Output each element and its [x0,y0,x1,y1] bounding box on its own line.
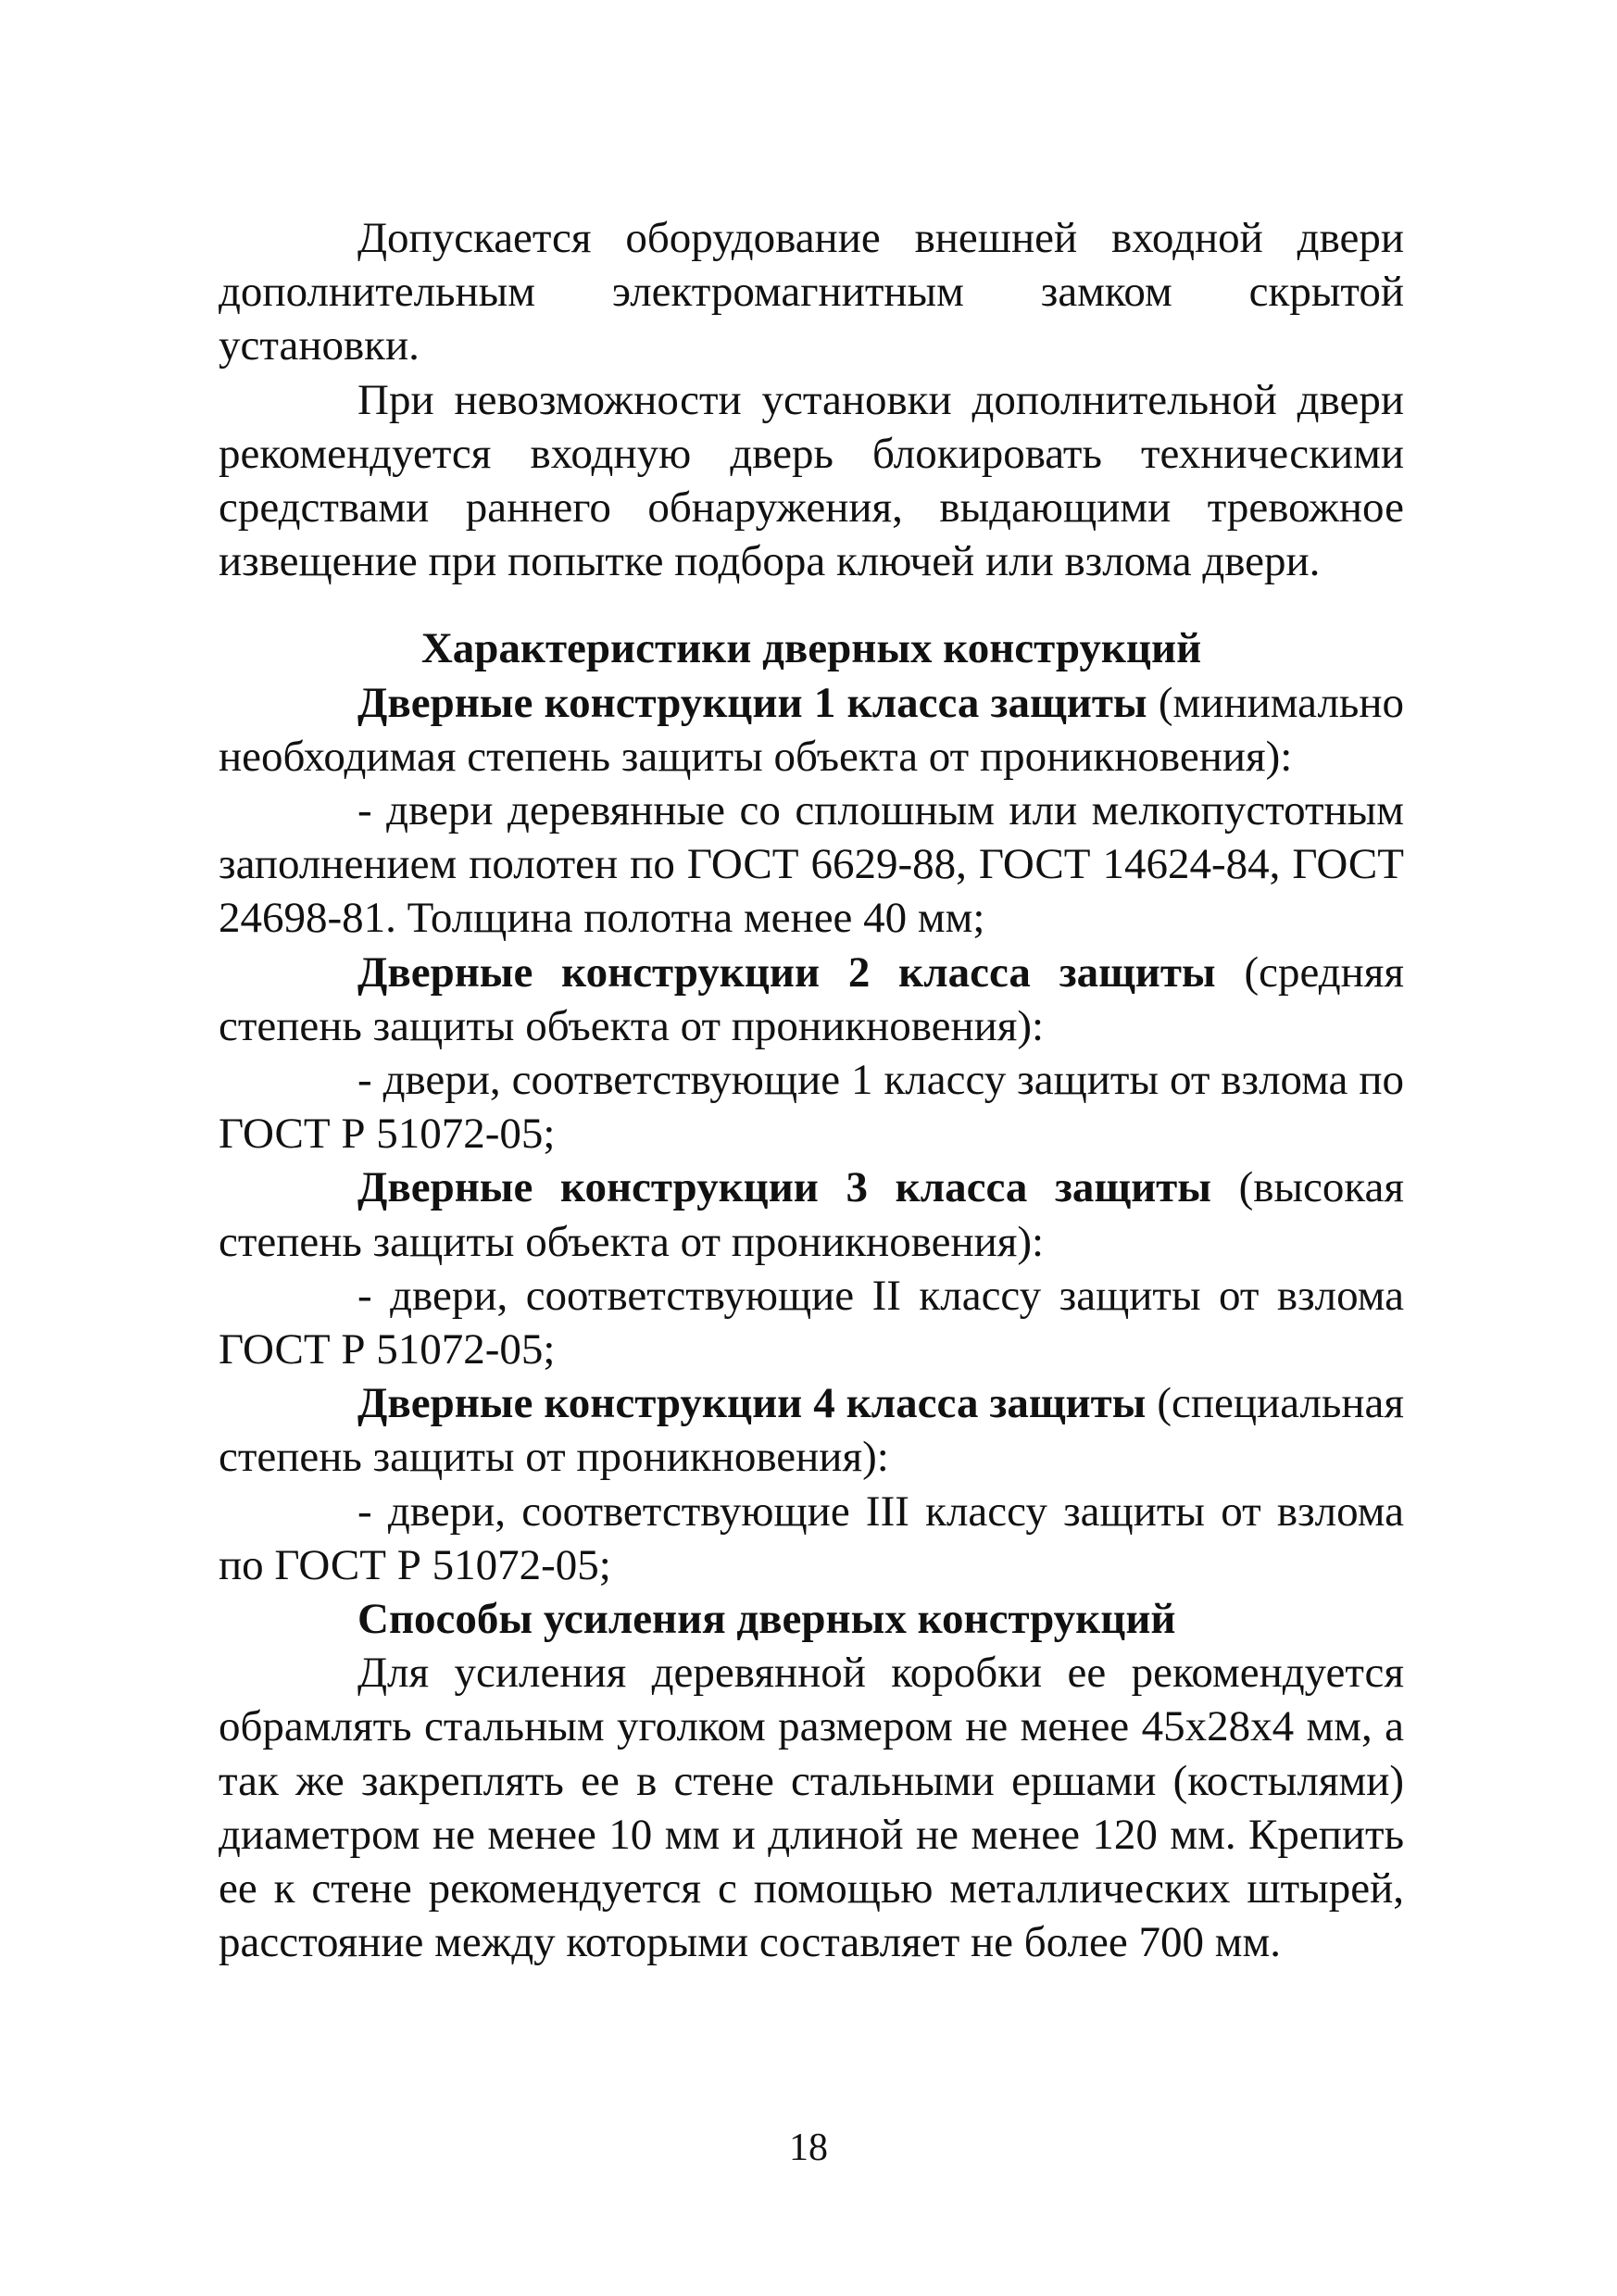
class3-item: - двери, соответствующие II классу защиты от взлома ГОСТ Р 51072-05; [219,1271,1404,1374]
class1-item: - двери деревянные со сплошным или мелкопустотным заполнением полотен по ГОСТ 6629-88, ГОСТ 14624-84, ГОСТ 24698-81. Толщина полотна менее 40 мм; [219,786,1404,943]
class1-label: Дверные конструкции 1 класса защиты [357,678,1147,727]
class2-paragraph [219,946,1404,1053]
class3-paragraph [219,1161,1404,1268]
class3-label: Дверные конструкции 3 класса защиты [357,1163,1211,1212]
class1-description: (минимально необходимая степень защиты объекта от проникновения): [219,678,1404,781]
paragraph-electromagnetic-lock: Допускается оборудование внешней входной двери дополнительным электромагнитным замком скрытой установки. [219,214,1404,370]
class4-item: - двери, соответствующие III классу защиты от взлома по ГОСТ Р 51072-05; [219,1487,1404,1589]
heading-door-characteristics: Характеристики дверных конструкций [420,624,1202,673]
page-number: 18 [789,2127,828,2169]
class1-paragraph [219,676,1404,784]
class2-label: Дверные конструкции 2 класса защиты [357,947,1216,997]
class4-paragraph [219,1376,1404,1484]
class4-label: Дверные конструкции 4 класса защиты [357,1379,1147,1428]
class3-description: (высокая степень защиты объекта от проникновения): [219,1163,1404,1266]
class2-item: - двери, соответствующие 1 классу защиты от взлома по ГОСТ Р 51072-05; [219,1056,1404,1159]
class4-description: (специальная степень защиты от проникновения): [219,1379,1405,1482]
class2-description: (средняя степень защиты объекта от проникновения): [219,947,1404,1050]
paragraph-reinforcement: Для усиления деревянной коробки ее рекомендуется обрамлять стальным уголком размером не менее 45х28х4 мм, а так же закреплять ее в стене стальными ершами (костылями) диаметром не менее 10 мм и длиной не менее 120 мм. Крепить ее к стене рекомендуется с помощью металлических штырей, расстояние между которыми составляет не более 700 мм. [219,1649,1404,1967]
heading-reinforcement-methods: Способы усиления дверных конструкций [357,1595,1176,1644]
page-content [219,211,1404,1970]
paragraph-door-alarm: При невозможности установки дополнительной двери рекомендуется входную дверь блокировать техническими средствами раннего обнаружения, выдающими тревожное извещение при попытке подбора ключей или взлома двери. [219,375,1404,586]
